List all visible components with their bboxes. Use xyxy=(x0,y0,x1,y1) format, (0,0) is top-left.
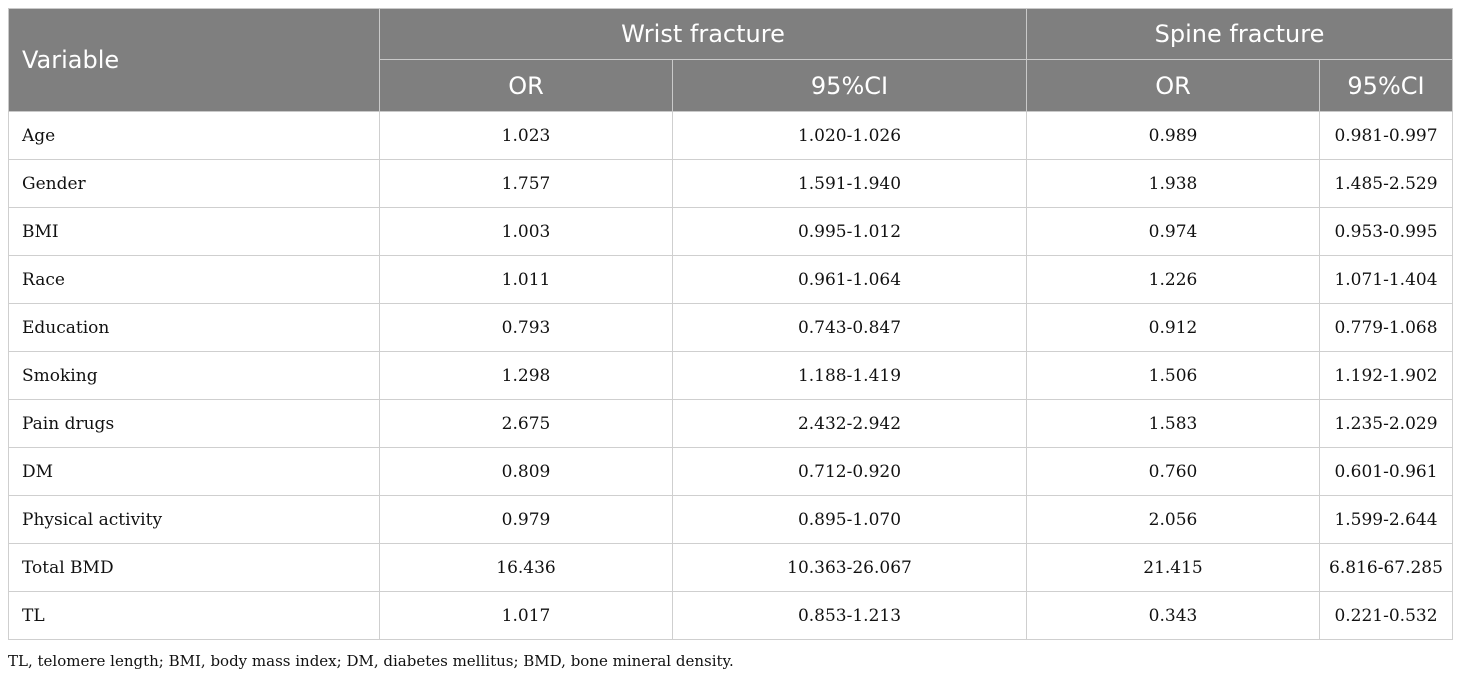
wrist-ci-cell: 0.712-0.920 xyxy=(673,448,1027,496)
variable-cell: Total BMD xyxy=(9,544,380,592)
wrist-ci-column-header: 95%CI xyxy=(673,60,1027,112)
spine-ci-cell: 0.221-0.532 xyxy=(1320,592,1453,640)
table-container xyxy=(8,8,1452,640)
odds-ratio-table xyxy=(8,8,1453,640)
table-row xyxy=(9,256,1453,304)
table-row xyxy=(9,352,1453,400)
wrist-or-cell: 0.809 xyxy=(380,448,673,496)
spine-or-cell: 0.974 xyxy=(1027,208,1320,256)
spine-ci-cell: 1.192-1.902 xyxy=(1320,352,1453,400)
spine-ci-cell: 1.599-2.644 xyxy=(1320,496,1453,544)
table-footnote: TL, telomere length; BMI, body mass index; DM, diabetes mellitus; BMD, bone mineral density. xyxy=(8,652,734,670)
variable-cell: Age xyxy=(9,112,380,160)
variable-cell: Smoking xyxy=(9,352,380,400)
wrist-or-cell: 1.003 xyxy=(380,208,673,256)
table-row xyxy=(9,304,1453,352)
spine-ci-cell: 0.953-0.995 xyxy=(1320,208,1453,256)
spine-ci-cell: 1.071-1.404 xyxy=(1320,256,1453,304)
spine-or-cell: 1.938 xyxy=(1027,160,1320,208)
wrist-or-cell: 16.436 xyxy=(380,544,673,592)
table-row xyxy=(9,496,1453,544)
wrist-ci-cell: 1.020-1.026 xyxy=(673,112,1027,160)
wrist-ci-cell: 0.895-1.070 xyxy=(673,496,1027,544)
variable-cell: Race xyxy=(9,256,380,304)
wrist-fracture-group-header: Wrist fracture xyxy=(380,9,1027,60)
spine-or-cell: 1.583 xyxy=(1027,400,1320,448)
spine-or-cell: 2.056 xyxy=(1027,496,1320,544)
wrist-ci-cell: 0.743-0.847 xyxy=(673,304,1027,352)
wrist-or-cell: 0.793 xyxy=(380,304,673,352)
wrist-ci-cell: 0.995-1.012 xyxy=(673,208,1027,256)
table-row xyxy=(9,160,1453,208)
spine-ci-cell: 0.779-1.068 xyxy=(1320,304,1453,352)
variable-cell: Gender xyxy=(9,160,380,208)
spine-or-cell: 1.506 xyxy=(1027,352,1320,400)
spine-or-cell: 21.415 xyxy=(1027,544,1320,592)
wrist-ci-cell: 1.591-1.940 xyxy=(673,160,1027,208)
wrist-ci-cell: 0.961-1.064 xyxy=(673,256,1027,304)
table-header xyxy=(9,9,1453,112)
wrist-ci-cell: 0.853-1.213 xyxy=(673,592,1027,640)
wrist-or-cell: 1.757 xyxy=(380,160,673,208)
spine-ci-cell: 1.485-2.529 xyxy=(1320,160,1453,208)
variable-cell: DM xyxy=(9,448,380,496)
spine-or-cell: 1.226 xyxy=(1027,256,1320,304)
variable-cell: TL xyxy=(9,592,380,640)
variable-cell: BMI xyxy=(9,208,380,256)
spine-fracture-group-header: Spine fracture xyxy=(1027,9,1453,60)
spine-or-column-header: OR xyxy=(1027,60,1320,112)
wrist-or-cell: 0.979 xyxy=(380,496,673,544)
wrist-or-cell: 1.011 xyxy=(380,256,673,304)
spine-or-cell: 0.912 xyxy=(1027,304,1320,352)
wrist-or-cell: 2.675 xyxy=(380,400,673,448)
table-row xyxy=(9,208,1453,256)
spine-ci-cell: 1.235-2.029 xyxy=(1320,400,1453,448)
spine-ci-cell: 0.601-0.961 xyxy=(1320,448,1453,496)
table-row xyxy=(9,592,1453,640)
variable-column-header: Variable xyxy=(9,9,380,112)
variable-cell: Pain drugs xyxy=(9,400,380,448)
table-row xyxy=(9,448,1453,496)
variable-cell: Education xyxy=(9,304,380,352)
spine-or-cell: 0.343 xyxy=(1027,592,1320,640)
spine-or-cell: 0.760 xyxy=(1027,448,1320,496)
wrist-or-column-header: OR xyxy=(380,60,673,112)
table-body xyxy=(9,112,1453,640)
wrist-or-cell: 1.298 xyxy=(380,352,673,400)
spine-or-cell: 0.989 xyxy=(1027,112,1320,160)
table-row xyxy=(9,400,1453,448)
spine-ci-cell: 6.816-67.285 xyxy=(1320,544,1453,592)
variable-cell: Physical activity xyxy=(9,496,380,544)
wrist-or-cell: 1.023 xyxy=(380,112,673,160)
wrist-ci-cell: 10.363-26.067 xyxy=(673,544,1027,592)
table-row xyxy=(9,112,1453,160)
wrist-or-cell: 1.017 xyxy=(380,592,673,640)
spine-ci-cell: 0.981-0.997 xyxy=(1320,112,1453,160)
wrist-ci-cell: 2.432-2.942 xyxy=(673,400,1027,448)
table-row xyxy=(9,544,1453,592)
wrist-ci-cell: 1.188-1.419 xyxy=(673,352,1027,400)
spine-ci-column-header: 95%CI xyxy=(1320,60,1453,112)
